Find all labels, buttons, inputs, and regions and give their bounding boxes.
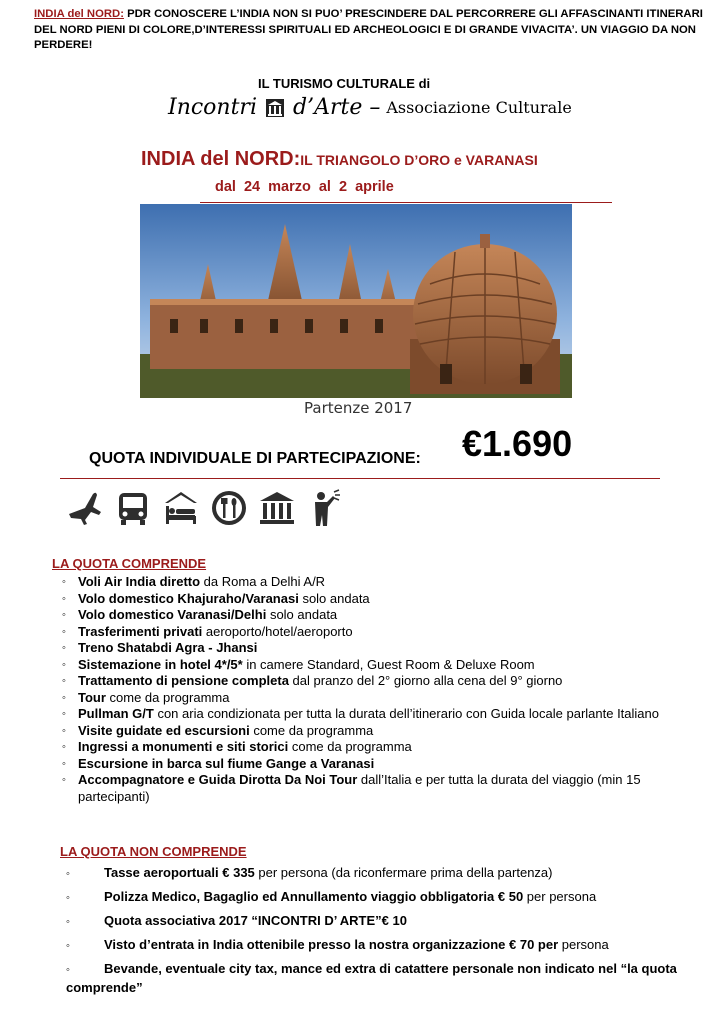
departures-label: Partenze 2017 — [304, 399, 413, 417]
list-item: ◦ Quota associativa 2017 “INCONTRI D’ ARTE”€ 10 — [66, 913, 407, 928]
quota-label: QUOTA INDIVIDUALE DI PARTECIPAZIONE: — [89, 450, 421, 467]
divider-price — [60, 478, 660, 479]
tour-title-sub: IL TRIANGOLO D’ORO e VARANASI — [300, 152, 538, 168]
brand-assoc: Associazione Culturale — [386, 98, 572, 117]
list-item: ◦ Volo domestico Varanasi/Delhi solo andata — [62, 607, 712, 624]
list-item: ◦ Escursione in barca sul fiume Gange a Varanasi — [62, 756, 712, 773]
temple-photo — [140, 204, 572, 398]
comprende-title: LA QUOTA COMPRENDE — [52, 556, 207, 571]
list-item: ◦ Visto d’entrata in India ottenibile presso la nostra organizzazione € 70 per persona — [66, 937, 609, 952]
list-item: ◦ Bevande, eventuale city tax, mance ed extra di catattere personale non indicato nel “la quota comprende” — [66, 961, 677, 995]
comprende-list — [62, 574, 712, 805]
meal-icon — [209, 488, 249, 528]
brand-name-b: d’Arte – — [293, 95, 381, 120]
list-item: ◦ Voli Air India diretto da Roma a Delhi A/R — [62, 574, 712, 591]
services-icons — [65, 488, 345, 528]
divider-top — [200, 202, 612, 203]
hotel-bed-icon — [161, 488, 201, 528]
intro-text: PDR CONOSCERE L’INDIA NON SI PUO’ PRESCINDERE DAL PERCORRERE GLI AFFASCINANTI ITINERARI DEL NORD PIENI DI COLORE,D’INTERESSI SPIRITUALI ED ARCHEOLOGICI E DI GRANDE VIVACITA’. UN VIAGGIO DA NON PERDERE! — [34, 8, 703, 51]
list-item: ◦ Trasferimenti privati aeroporto/hotel/aeroporto — [62, 624, 712, 641]
list-item: ◦ Trattamento di pensione completa dal pranzo del 2° giorno alla cena del 9° giorno — [62, 673, 712, 690]
list-item: ◦ Accompagnatore e Guida Dirotta Da Noi Tour dall’Italia e per tutta la durata del viaggio (min 15 partecipanti) — [62, 772, 712, 805]
list-item: ◦ Polizza Medico, Bagaglio ed Annullamento viaggio obbligatoria € 50 per persona — [66, 889, 597, 904]
brand-logo — [168, 95, 572, 120]
list-item: ◦ Pullman G/T con aria condizionata per tutta la durata dell’itinerario con Guida locale parlante Italiano — [62, 706, 712, 723]
intro-highlight: INDIA del NORD: — [34, 8, 124, 20]
non-comprende-list — [66, 864, 706, 1001]
tour-title — [141, 148, 538, 171]
list-item: ◦ Tour come da programma — [62, 690, 712, 707]
temple-icon — [265, 98, 285, 118]
non-comprende-title: LA QUOTA NON COMPRENDE — [60, 844, 247, 859]
list-item: ◦ Ingressi a monumenti e siti storici come da programma — [62, 739, 712, 756]
list-item: ◦ Treno Shatabdi Agra - Jhansi — [62, 640, 712, 657]
list-item: ◦ Visite guidate ed escursioni come da programma — [62, 723, 712, 740]
quota-price: €1.690 — [462, 423, 573, 464]
list-item: ◦ Tasse aeroportuali € 335 per persona (da riconfermare prima della partenza) — [66, 865, 553, 880]
list-item: ◦ Sistemazione in hotel 4*/5* in camere Standard, Guest Room & Deluxe Room — [62, 657, 712, 674]
plane-icon — [65, 488, 105, 528]
brand-name-a: Incontri — [168, 95, 257, 120]
tour-title-main: INDIA del NORD: — [141, 148, 301, 170]
intro-paragraph — [34, 7, 714, 54]
tour-dates: dal 24 marzo al 2 aprile — [215, 179, 394, 195]
list-item: ◦ Volo domestico Khajuraho/Varanasi solo andata — [62, 591, 712, 608]
monument-icon — [257, 488, 297, 528]
bus-icon — [113, 488, 153, 528]
guide-icon — [305, 488, 345, 528]
brand-tagline: IL TURISMO CULTURALE di — [258, 76, 431, 91]
